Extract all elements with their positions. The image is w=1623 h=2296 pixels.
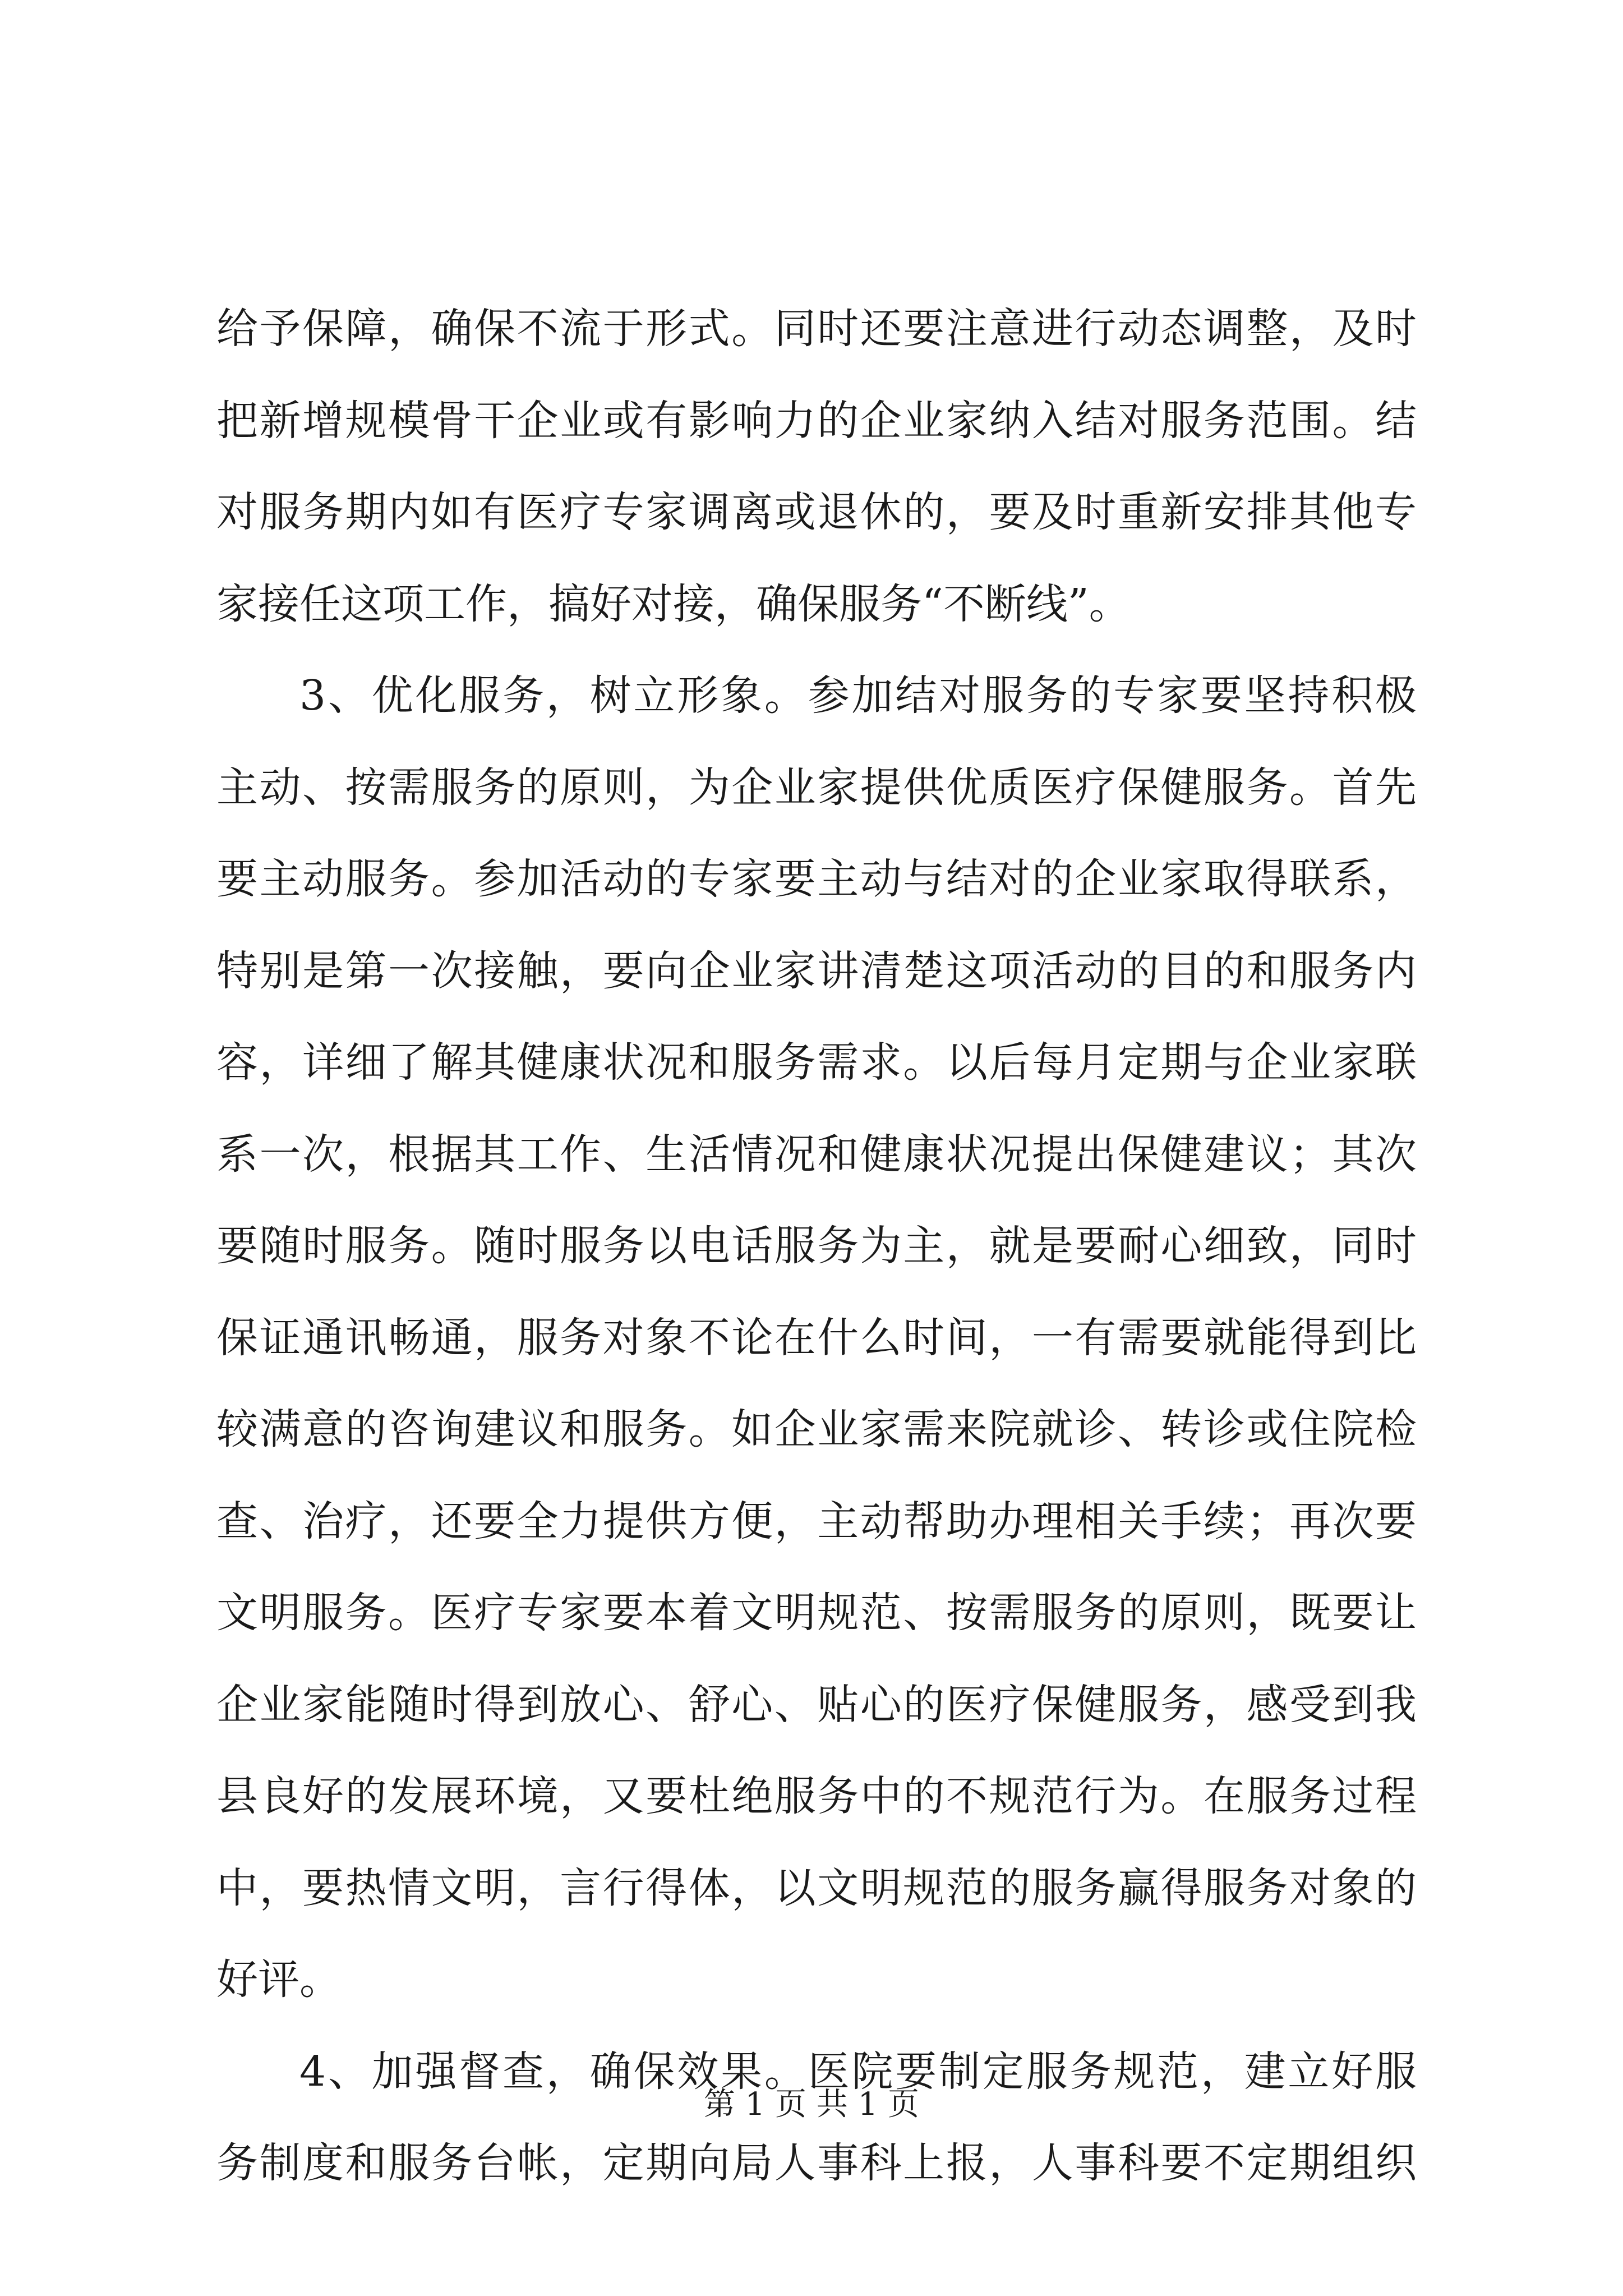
text-line: 容，详细了解其健康状况和服务需求。以后每月定期与企业家联 [216, 1038, 1417, 1087]
text-line: 务制度和服务台帐，定期向局人事科上报，人事科要不定期组织 [216, 2139, 1417, 2187]
text-line: 企业家能随时得到放心、舒心、贴心的医疗保健服务，感受到我 [216, 1680, 1417, 1729]
paragraph-first-line: 4、加强督查，确保效果。医院要制定服务规范，建立好服 [299, 2047, 1417, 2096]
text-line: 保证通讯畅通，服务对象不论在什么时间，一有需要就能得到比 [216, 1313, 1417, 1362]
text-line: 对服务期内如有医疗专家调离或退休的，要及时重新安排其他专 [216, 488, 1417, 536]
text-line: 特别是第一次接触，要向企业家讲清楚这项活动的目的和服务内 [216, 946, 1417, 995]
page-footer: 第 1 页 共 1 页 [703, 2086, 920, 2123]
text-line: 中，要热情文明，言行得体，以文明规范的服务赢得服务对象的 [216, 1864, 1417, 1912]
text-line: 文明服务。医疗专家要本着文明规范、按需服务的原则，既要让 [216, 1589, 1417, 1637]
text-line: 把新增规模骨干企业或有影响力的企业家纳入结对服务范围。结 [216, 396, 1417, 445]
text-line: 家接任这项工作，搞好对接，确保服务“不断线”。 [216, 579, 1131, 628]
text-line: 要随时服务。随时服务以电话服务为主，就是要耐心细致，同时 [216, 1222, 1417, 1270]
body-text [216, 283, 1417, 2210]
text-line: 系一次，根据其工作、生活情况和健康状况提出保健建议；其次 [216, 1130, 1417, 1179]
text-line: 查、治疗，还要全力提供方便，主动帮助办理相关手续；再次要 [216, 1497, 1417, 1545]
text-line: 要主动服务。参加活动的专家要主动与结对的企业家取得联系， [216, 855, 1417, 903]
text-line: 好评。 [216, 1955, 341, 2004]
text-line: 给予保障，确保不流于形式。同时还要注意进行动态调整，及时 [216, 305, 1417, 353]
paragraph-first-line: 3、优化服务，树立形象。参加结对服务的专家要坚持积极 [299, 671, 1417, 720]
text-line: 县良好的发展环境，又要杜绝服务中的不规范行为。在服务过程 [216, 1772, 1417, 1820]
text-line: 主动、按需服务的原则，为企业家提供优质医疗保健服务。首先 [216, 763, 1417, 812]
text-line: 较满意的咨询建议和服务。如企业家需来院就诊、转诊或住院检 [216, 1405, 1417, 1453]
